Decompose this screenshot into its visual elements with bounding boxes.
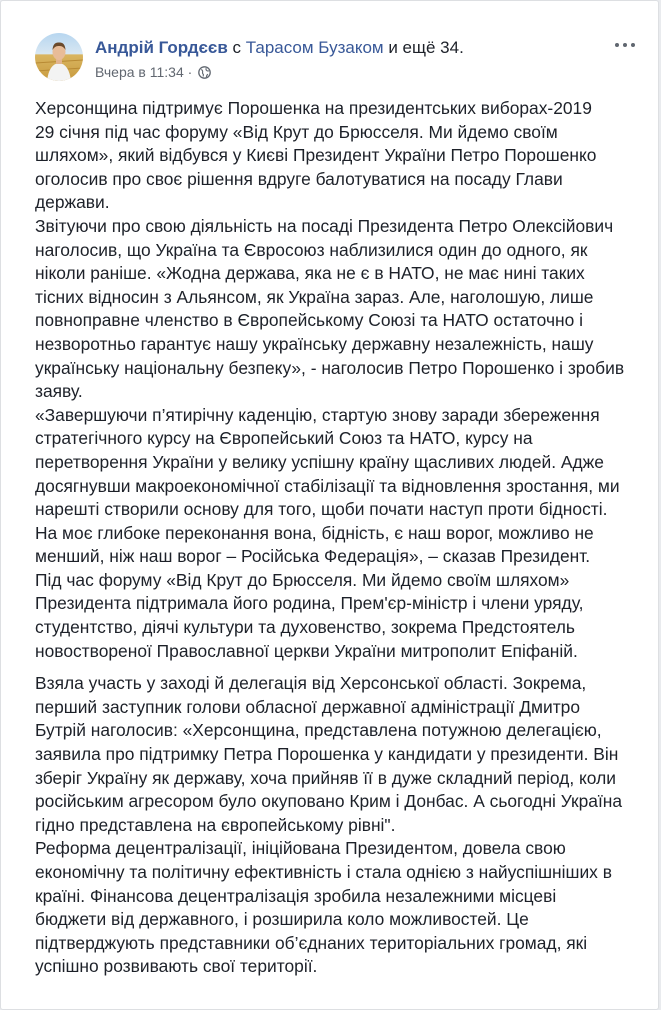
text-line: країні. Фінансова децентралізація зробила незалежними місцеві: [35, 885, 557, 906]
tagged-person-link[interactable]: Тарасом Бузаком: [245, 38, 384, 57]
post-text: [35, 97, 647, 988]
text-line: українську національну безпеку», - наголосив Петро Порошенко і зробив: [35, 357, 625, 378]
text-line: економічну та політичну ефективність і стала однією з найуспішніших в: [35, 862, 612, 882]
text-line: Взяла участь у заході й делегація від Херсонської області. Зокрема,: [35, 673, 587, 694]
text-line: новоствореної Православної церкви України митрополит Епіфаній.: [35, 640, 578, 661]
text-line: наголосив, що Україна та Євросоюз наблизилися один до одного, як: [35, 239, 588, 260]
text-line: шляхом», який відбувся у Києві Президент України Петро Порошенко: [35, 145, 597, 166]
text-line: нарешті створили основу для того, щоби почати наступ проти бідності.: [35, 499, 608, 520]
more-options-icon[interactable]: [612, 35, 638, 55]
text-line: Під час форуму «Від Крут до Брюсселя. Ми йдемо своїм шляхом»: [35, 569, 570, 590]
text-line: гідно представлена на європейському рівні".: [35, 814, 396, 835]
text-line: російським агресором було окуповано Крим і Донбас. А сьогодні Україна: [35, 791, 623, 812]
text-line: заявила про підтримку Петра Порошенка у кандидати у президенти. Він: [35, 744, 619, 765]
text-line: Звітуючи про свою діяльність на посаді Президента Петро Олексійович: [35, 215, 614, 236]
text-line: стратегічного курсу на Європейський Союз та НАТО, курсу на: [35, 428, 533, 449]
post-paragraph-2: [35, 672, 647, 979]
avatar[interactable]: [35, 33, 83, 81]
meta-separator: ·: [187, 64, 193, 80]
text-line: Реформа децентралізації, ініційована Президентом, довела свою: [35, 838, 566, 859]
text-line: Бутрій наголосив: «Херсонщина, представлена потужною делегацією,: [35, 720, 602, 741]
text-line: зберіг Україну як державу, хоча прийняв її в дуже складний період, коли: [35, 767, 616, 788]
text-line: Президента підтримала його родина, Прем'єр-міністр і члени уряду,: [35, 593, 584, 614]
post-header: [95, 38, 464, 58]
tagged-others-link[interactable]: и ещё 34.: [388, 38, 464, 57]
text-line: перший заступник голови обласної державної адміністрації Дмитро: [35, 696, 581, 717]
text-line: успішно розвивають свої території.: [35, 956, 318, 977]
author-name-link[interactable]: Андрій Гордєєв: [95, 38, 228, 57]
text-line: незворотньо гарантує нашу українську державну незалежність, нашу: [35, 333, 594, 354]
text-line: Херсонщина підтримує Порошенка на президентських виборах-2019: [35, 98, 592, 118]
avatar-photo: [35, 33, 83, 81]
text-line: підтверджують представники об’єднаних територіальних громад, які: [35, 932, 588, 953]
post-meta: [95, 64, 211, 82]
text-line: 29 січня під час форуму «Від Крут до Брюсселя. Ми йдемо своїм: [35, 121, 558, 142]
post-paragraph-1: [35, 97, 647, 663]
text-line: «Завершуючи п’ятирічну каденцію, стартую знову заради збереження: [35, 404, 600, 425]
text-line: перетворення України у велику успішну країну щасливих людей. Адже: [35, 451, 604, 472]
timestamp-link[interactable]: Вчера в 11:34: [95, 64, 184, 80]
text-line: менший, ніж наш ворог – Російська Федерація», – сказав Президент.: [35, 546, 591, 567]
text-line: студентство, діячі культури та духовенство, зокрема Предстоятель: [35, 617, 575, 638]
text-line: тісних відносин з Альянсом, як Україна зараз. Але, наголошую, лише: [35, 286, 594, 307]
text-line: заяву.: [35, 381, 83, 402]
text-line: повноправне членство в Європейському Союзі та НАТО остаточно і: [35, 310, 583, 331]
text-line: бюджети від державного, і розширила коло можливостей. Це: [35, 909, 529, 930]
text-line: держави.: [35, 192, 110, 213]
globe-icon[interactable]: [198, 66, 211, 82]
with-word: с: [232, 38, 242, 57]
text-line: оголосив про своє рішення вдруге балотуватися на посаду Глави: [35, 168, 563, 189]
text-line: досягнувши макроекономічної стабілізації та відновлення зростання, ми: [35, 475, 620, 496]
text-line: На моє глибоке переконання вона, бідність, є наш ворог, можливо не: [35, 522, 594, 543]
text-line: ніколи раніше. «Жодна держава, яка не є в НАТО, не має нині таких: [35, 263, 585, 284]
